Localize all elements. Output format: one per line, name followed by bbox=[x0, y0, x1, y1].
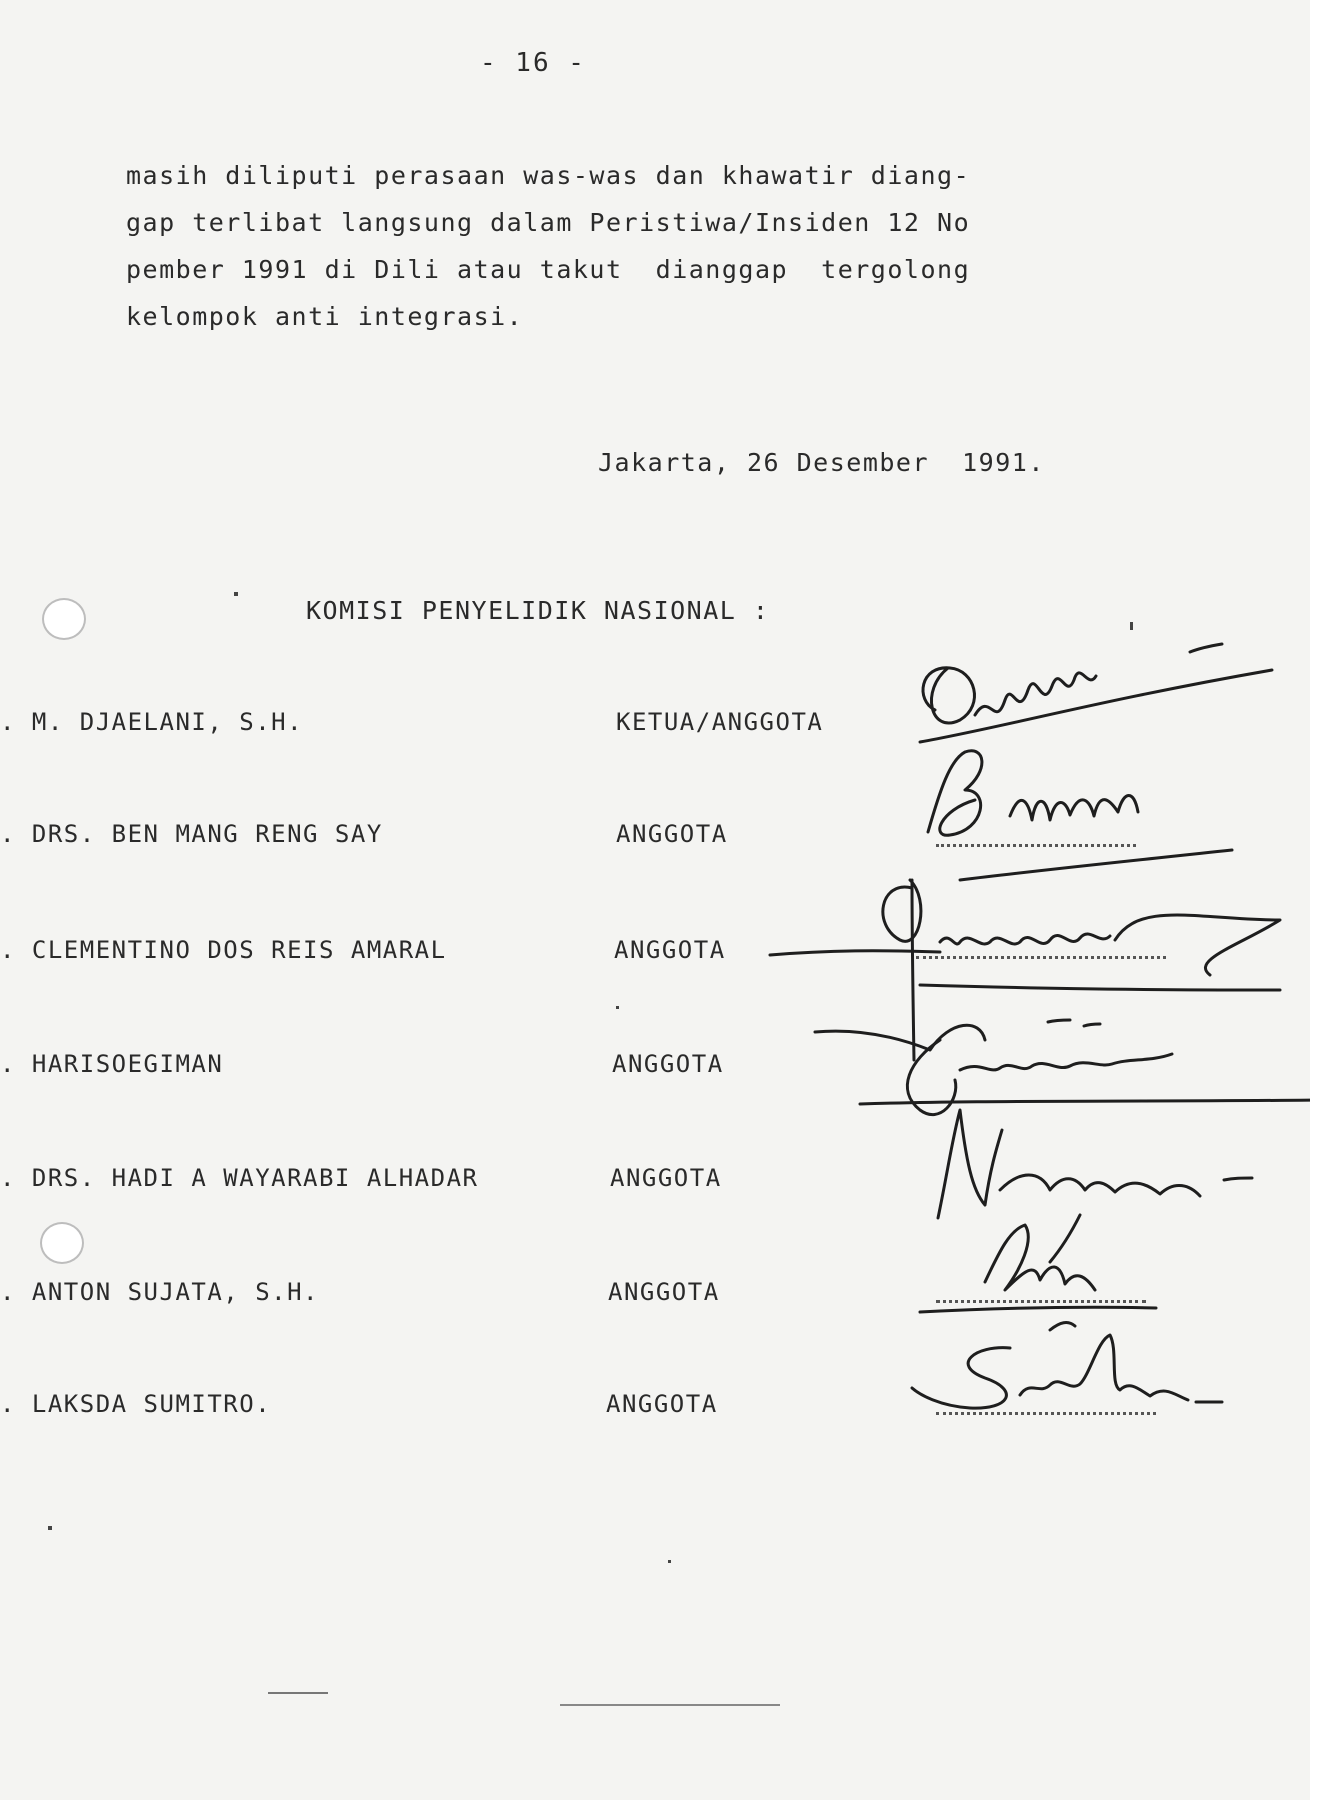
member-name: . DRS. HADI A WAYARABI ALHADAR bbox=[0, 1164, 479, 1192]
signature-stroke bbox=[815, 1025, 985, 1050]
punch-hole-icon bbox=[42, 598, 86, 640]
member-role: ANGGOTA bbox=[616, 820, 728, 848]
member-row bbox=[0, 820, 1310, 860]
signature-stroke bbox=[1190, 644, 1222, 652]
member-row bbox=[0, 1050, 1310, 1090]
signature-stroke bbox=[1084, 1024, 1100, 1026]
signature-line bbox=[936, 1300, 1146, 1303]
signature-stroke bbox=[883, 880, 921, 941]
member-role: ANGGOTA bbox=[606, 1390, 718, 1418]
member-name: . DRS. BEN MANG RENG SAY bbox=[0, 820, 383, 848]
signature-line bbox=[936, 844, 1136, 847]
member-row bbox=[0, 708, 1310, 748]
signature-stroke bbox=[1050, 1323, 1075, 1330]
place-date: Jakarta, 26 Desember 1991. bbox=[598, 448, 1045, 477]
member-role: KETUA/ANGGOTA bbox=[616, 708, 824, 736]
member-name: . ANTON SUJATA, S.H. bbox=[0, 1278, 319, 1306]
signature-stroke bbox=[920, 985, 1280, 990]
paragraph-line: kelompok anti integrasi. bbox=[126, 302, 524, 331]
body-paragraph bbox=[126, 152, 1156, 340]
signature-line bbox=[936, 1412, 1156, 1415]
member-role: ANGGOTA bbox=[612, 1050, 724, 1078]
member-name: . CLEMENTINO DOS REIS AMARAL bbox=[0, 936, 447, 964]
member-name: . LAKSDA SUMITRO. bbox=[0, 1390, 272, 1418]
paragraph-line: pember 1991 di Dili atau takut dianggap tergolong bbox=[126, 255, 971, 284]
signature-stroke bbox=[860, 1100, 1310, 1104]
signature-stroke bbox=[1048, 1020, 1070, 1022]
member-row bbox=[0, 1390, 1310, 1430]
member-row bbox=[0, 1278, 1310, 1318]
page-number: - 16 - bbox=[480, 48, 586, 78]
member-role: ANGGOTA bbox=[608, 1278, 720, 1306]
scan-mark bbox=[560, 1704, 780, 1706]
scan-mark bbox=[268, 1692, 328, 1694]
member-name: . HARISOEGIMAN bbox=[0, 1050, 224, 1078]
paragraph-line: masih diliputi perasaan was-was dan khawatir diang- bbox=[126, 161, 971, 190]
scan-margin bbox=[1310, 0, 1344, 1800]
member-role: ANGGOTA bbox=[610, 1164, 722, 1192]
signature-line bbox=[916, 956, 1166, 959]
paragraph-line: gap terlibat langsung dalam Peristiwa/Insiden 12 No bbox=[126, 208, 971, 237]
scan-mark bbox=[1130, 622, 1133, 630]
member-row bbox=[0, 1164, 1310, 1204]
scan-mark bbox=[616, 1006, 619, 1009]
member-role: ANGGOTA bbox=[614, 936, 726, 964]
signature-stroke bbox=[1050, 1215, 1080, 1262]
scan-mark bbox=[234, 592, 238, 596]
signature-stroke bbox=[1010, 796, 1138, 821]
punch-hole-icon bbox=[40, 1222, 84, 1264]
scan-mark bbox=[668, 1560, 671, 1563]
scan-mark bbox=[48, 1526, 52, 1530]
commission-title: KOMISI PENYELIDIK NASIONAL : bbox=[306, 596, 770, 625]
member-name: . M. DJAELANI, S.H. bbox=[0, 708, 304, 736]
